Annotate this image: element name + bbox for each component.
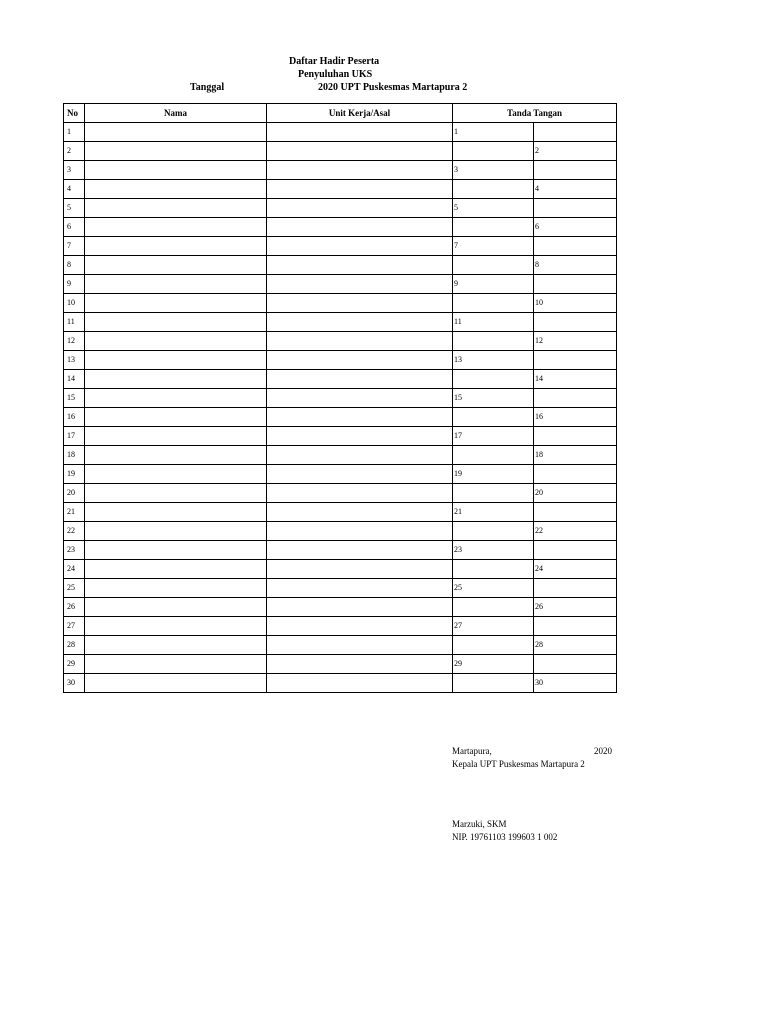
signature-cell-left: 9	[453, 275, 534, 294]
nama-cell	[85, 446, 267, 465]
signature-cell-right	[534, 237, 617, 256]
row-number: 26	[64, 598, 85, 617]
signer-nip: NIP. 19761103 199603 1 002	[452, 832, 558, 842]
signature-cell-left: 1	[453, 123, 534, 142]
row-number: 22	[64, 522, 85, 541]
row-number: 5	[64, 199, 85, 218]
row-number: 11	[64, 313, 85, 332]
signature-cell-right	[534, 313, 617, 332]
nama-cell	[85, 465, 267, 484]
nama-cell	[85, 389, 267, 408]
signature-cell-right	[534, 617, 617, 636]
attendance-table	[63, 103, 617, 693]
signature-cell-left	[453, 218, 534, 237]
unit-cell	[267, 237, 453, 256]
signature-cell-left	[453, 636, 534, 655]
attendance-rows	[64, 123, 617, 693]
row-number: 15	[64, 389, 85, 408]
table-row	[64, 617, 617, 636]
table-row	[64, 655, 617, 674]
signature-cell-left	[453, 446, 534, 465]
table-row	[64, 598, 617, 617]
row-number: 9	[64, 275, 85, 294]
signature-cell-left	[453, 674, 534, 693]
signature-cell-right	[534, 199, 617, 218]
row-number: 28	[64, 636, 85, 655]
signature-cell-left: 13	[453, 351, 534, 370]
signature-cell-right: 22	[534, 522, 617, 541]
date-value: 2020 UPT Puskesmas Martapura 2	[318, 82, 468, 93]
table-row	[64, 351, 617, 370]
signature-cell-left: 3	[453, 161, 534, 180]
row-number: 6	[64, 218, 85, 237]
row-number: 30	[64, 674, 85, 693]
row-number: 4	[64, 180, 85, 199]
table-row	[64, 446, 617, 465]
table-row	[64, 313, 617, 332]
row-number: 24	[64, 560, 85, 579]
unit-cell	[267, 142, 453, 161]
unit-cell	[267, 123, 453, 142]
signature-cell-right: 4	[534, 180, 617, 199]
signature-cell-left	[453, 560, 534, 579]
signature-cell-right: 10	[534, 294, 617, 313]
signature-cell-right	[534, 655, 617, 674]
unit-cell	[267, 560, 453, 579]
signature-cell-right	[534, 579, 617, 598]
unit-cell	[267, 275, 453, 294]
signature-cell-left	[453, 294, 534, 313]
signature-cell-right	[534, 503, 617, 522]
nama-cell	[85, 123, 267, 142]
row-number: 25	[64, 579, 85, 598]
signature-cell-right: 28	[534, 636, 617, 655]
signature-cell-left	[453, 142, 534, 161]
row-number: 17	[64, 427, 85, 446]
signature-cell-right	[534, 161, 617, 180]
signature-cell-left: 15	[453, 389, 534, 408]
table-row	[64, 465, 617, 484]
table-row	[64, 237, 617, 256]
table-row	[64, 199, 617, 218]
table-row	[64, 218, 617, 237]
date-label: Tanggal	[190, 82, 225, 93]
signature-year: 2020	[594, 746, 612, 756]
row-number: 12	[64, 332, 85, 351]
nama-cell	[85, 313, 267, 332]
table-row	[64, 503, 617, 522]
unit-cell	[267, 503, 453, 522]
nama-cell	[85, 199, 267, 218]
unit-cell	[267, 218, 453, 237]
table-row	[64, 579, 617, 598]
row-number: 13	[64, 351, 85, 370]
unit-cell	[267, 408, 453, 427]
row-number: 1	[64, 123, 85, 142]
unit-cell	[267, 180, 453, 199]
nama-cell	[85, 218, 267, 237]
signature-cell-right: 8	[534, 256, 617, 275]
row-number: 10	[64, 294, 85, 313]
signature-cell-left: 23	[453, 541, 534, 560]
signature-cell-left	[453, 598, 534, 617]
unit-cell	[267, 427, 453, 446]
unit-cell	[267, 370, 453, 389]
nama-cell	[85, 294, 267, 313]
signature-cell-right	[534, 389, 617, 408]
nama-cell	[85, 655, 267, 674]
signature-cell-left	[453, 180, 534, 199]
unit-cell	[267, 655, 453, 674]
nama-cell	[85, 142, 267, 161]
signature-cell-right: 2	[534, 142, 617, 161]
row-number: 8	[64, 256, 85, 275]
table-row	[64, 275, 617, 294]
row-number: 7	[64, 237, 85, 256]
nama-cell	[85, 237, 267, 256]
signature-cell-left	[453, 484, 534, 503]
row-number: 23	[64, 541, 85, 560]
unit-cell	[267, 161, 453, 180]
column-header-signature: Tanda Tangan	[453, 104, 617, 123]
signature-cell-right	[534, 427, 617, 446]
unit-cell	[267, 351, 453, 370]
table-row	[64, 522, 617, 541]
unit-cell	[267, 598, 453, 617]
nama-cell	[85, 617, 267, 636]
table-row	[64, 674, 617, 693]
row-number: 21	[64, 503, 85, 522]
nama-cell	[85, 275, 267, 294]
signature-cell-left: 5	[453, 199, 534, 218]
unit-cell	[267, 199, 453, 218]
nama-cell	[85, 636, 267, 655]
signature-cell-left: 21	[453, 503, 534, 522]
nama-cell	[85, 598, 267, 617]
column-header-no: No	[64, 104, 85, 123]
signature-cell-right	[534, 123, 617, 142]
table-row	[64, 161, 617, 180]
nama-cell	[85, 484, 267, 503]
signature-cell-left: 19	[453, 465, 534, 484]
table-header-row	[64, 104, 617, 123]
nama-cell	[85, 161, 267, 180]
unit-cell	[267, 617, 453, 636]
table-row	[64, 256, 617, 275]
nama-cell	[85, 579, 267, 598]
row-number: 19	[64, 465, 85, 484]
signature-cell-left: 7	[453, 237, 534, 256]
unit-cell	[267, 294, 453, 313]
signature-cell-left	[453, 408, 534, 427]
table-row	[64, 427, 617, 446]
table-row	[64, 560, 617, 579]
nama-cell	[85, 180, 267, 199]
signature-cell-right: 20	[534, 484, 617, 503]
signature-cell-left: 29	[453, 655, 534, 674]
document-subtitle: Penyuluhan UKS	[298, 69, 373, 80]
row-number: 16	[64, 408, 85, 427]
column-header-unit: Unit Kerja/Asal	[267, 104, 453, 123]
table-row	[64, 142, 617, 161]
unit-cell	[267, 674, 453, 693]
unit-cell	[267, 465, 453, 484]
nama-cell	[85, 522, 267, 541]
nama-cell	[85, 541, 267, 560]
signature-cell-right	[534, 351, 617, 370]
row-number: 20	[64, 484, 85, 503]
nama-cell	[85, 560, 267, 579]
signature-place: Martapura,	[452, 746, 492, 756]
signature-cell-left: 17	[453, 427, 534, 446]
unit-cell	[267, 332, 453, 351]
row-number: 14	[64, 370, 85, 389]
unit-cell	[267, 389, 453, 408]
row-number: 27	[64, 617, 85, 636]
table-row	[64, 123, 617, 142]
signature-cell-left: 11	[453, 313, 534, 332]
signature-cell-right: 16	[534, 408, 617, 427]
table-row	[64, 541, 617, 560]
signature-cell-left	[453, 332, 534, 351]
signature-cell-left	[453, 522, 534, 541]
unit-cell	[267, 313, 453, 332]
table-row	[64, 294, 617, 313]
table-row	[64, 636, 617, 655]
signature-cell-right: 26	[534, 598, 617, 617]
nama-cell	[85, 332, 267, 351]
nama-cell	[85, 503, 267, 522]
unit-cell	[267, 522, 453, 541]
nama-cell	[85, 351, 267, 370]
row-number: 18	[64, 446, 85, 465]
column-header-nama: Nama	[85, 104, 267, 123]
signature-cell-right	[534, 465, 617, 484]
table-row	[64, 332, 617, 351]
unit-cell	[267, 256, 453, 275]
signature-cell-left: 25	[453, 579, 534, 598]
signature-cell-right: 30	[534, 674, 617, 693]
table-row	[64, 484, 617, 503]
row-number: 29	[64, 655, 85, 674]
unit-cell	[267, 446, 453, 465]
nama-cell	[85, 256, 267, 275]
table-row	[64, 408, 617, 427]
nama-cell	[85, 408, 267, 427]
signer-name: Marzuki, SKM	[452, 819, 507, 829]
signature-cell-right	[534, 275, 617, 294]
nama-cell	[85, 427, 267, 446]
signature-cell-left	[453, 256, 534, 275]
row-number: 3	[64, 161, 85, 180]
unit-cell	[267, 484, 453, 503]
row-number: 2	[64, 142, 85, 161]
unit-cell	[267, 636, 453, 655]
unit-cell	[267, 579, 453, 598]
signature-cell-right: 12	[534, 332, 617, 351]
signer-position: Kepala UPT Puskesmas Martapura 2	[452, 759, 585, 769]
signature-cell-right	[534, 541, 617, 560]
signature-cell-right: 24	[534, 560, 617, 579]
signature-cell-left	[453, 370, 534, 389]
nama-cell	[85, 370, 267, 389]
signature-cell-left: 27	[453, 617, 534, 636]
signature-cell-right: 14	[534, 370, 617, 389]
nama-cell	[85, 674, 267, 693]
table-row	[64, 180, 617, 199]
table-row	[64, 370, 617, 389]
table-row	[64, 389, 617, 408]
signature-cell-right: 18	[534, 446, 617, 465]
document-title: Daftar Hadir Peserta	[289, 56, 380, 67]
signature-cell-right: 6	[534, 218, 617, 237]
unit-cell	[267, 541, 453, 560]
